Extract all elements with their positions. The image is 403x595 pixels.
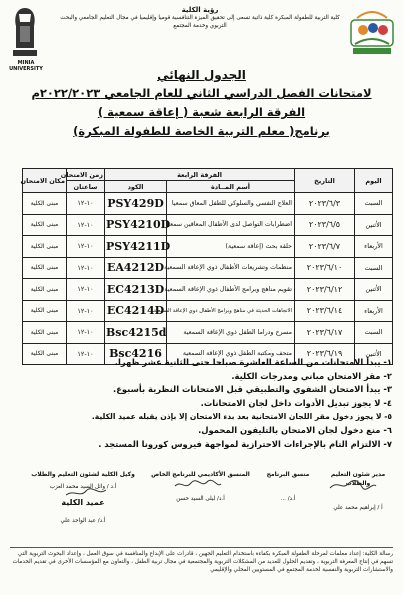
cell-place: مبنى الكلية	[23, 214, 67, 236]
signature-title: عميد الكلية	[61, 498, 105, 507]
cell-day: السبت	[355, 257, 393, 279]
signatures	[8, 470, 398, 526]
cell-subject: منظمات وتشريعات الأطفال ذوي الإعاقة السمعية	[167, 257, 295, 279]
note-item: ٣- يبدأ الامتحان الشفوي والتطبيقي قبل الامتحانات النظرية بأسبوع.	[113, 384, 392, 395]
cell-place: مبنى الكلية	[23, 257, 67, 279]
cell-day: السبت	[355, 322, 393, 344]
note-item: ٥- لا يجوز دخول مقر اللجان الامتحانية بعد بدء الامتحان إلا بإذن يقبله عميد الكلية.	[91, 412, 392, 422]
header-time: زمن الامتحان	[60, 170, 103, 179]
cell-time: ١٠-١٢	[67, 343, 105, 365]
note-item: ٢- مقر الامتحان مباني ومدرجات الكلية.	[231, 370, 392, 381]
signature-title: منسق البرنامج	[266, 471, 310, 478]
note-item: ١- يبدأ الامتحانات من الساعة العاشرة صباحا حتى الثانية عشر ظهرا.	[114, 357, 392, 367]
note-item: ٦- منع دخول لجان الامتحان بالتليفون المحمول.	[198, 424, 392, 435]
table-row	[23, 193, 393, 215]
exam-notes	[22, 356, 392, 451]
signature-dean	[38, 498, 128, 526]
cell-day: الأربعاء	[355, 300, 393, 322]
handwritten-signature-icon	[173, 478, 223, 492]
cell-day: الأربعاء	[355, 236, 393, 258]
signature-name: أ.د/ عبد الواحد علي	[60, 518, 106, 524]
cell-subject: متحف ومكتبة الطفل ذوي الإعاقة السمعية	[167, 343, 295, 365]
vision-title: رؤية الكلية	[181, 6, 219, 14]
table-row	[23, 236, 393, 258]
cell-date: ٢٠٢٣/٦/١٧	[295, 322, 355, 344]
cell-code: PSY4210D	[105, 214, 167, 236]
note-item: ٧- الالتزام التام بالإجراءات الاحترازية لمواجهة فيروس كورونا المستجد .	[98, 438, 392, 449]
cell-subject: مسرح ودراما الطفل ذوي الإعاقة السمعية	[167, 322, 295, 344]
college-mission-footer: رسالة الكلية: إعداد معلمات لمرحلة الطفولة المبكرة بكفاءة باستخدام التعليم الجهين ، قادرات على الإبداع والمنافسة في سوق العمل ، وإعداد البحوث التربوية التي تسهم في إنتاج المعرفة التربوية ، وتقديم الحلول للعديد من المشكلات التربوية والمجتمعية في مجال تربية الطفل ، والتعاون مع المؤسسات الأخرى في تقديم الخدمات والاستشارات التربوية والنفسية لخدمة المجتمع في المستويين المحلي والإقليمي	[12, 551, 393, 573]
table-row	[23, 300, 393, 322]
cell-time: ١٠-١٢	[67, 214, 105, 236]
cell-day: الأثنين	[355, 214, 393, 236]
doc-subtitle-program: برنامج( معلم التربية الخاصة للطفولة المبكرة)	[73, 124, 330, 138]
cell-date: ٢٠٢٣/٦/٣	[295, 193, 355, 215]
cell-place: مبنى الكلية	[23, 193, 67, 215]
cell-subject: حلقة بحث (إعاقة سمعية)	[167, 236, 295, 258]
header-place: مكان الامتحان	[23, 169, 67, 193]
cell-time: ١٠-١٢	[67, 322, 105, 344]
table-row	[23, 322, 393, 344]
cell-day: الأثنين	[355, 279, 393, 301]
doc-subtitle-term: لامتحانات الفصل الدراسي الثاني للعام الجامعي ٢٠٢٢/٢٠٢٣م	[31, 86, 372, 100]
doc-subtitle-level: الفرقة الرابعة شعبة ( إعاقة سمعية )	[97, 105, 306, 119]
cell-subject: العلاج النفسي والسلوكي للطفل المعاق سمعيا	[167, 193, 295, 215]
doc-title: الجدول النهائي	[157, 68, 246, 82]
cell-date: ٢٠٢٣/٦/١٢	[295, 279, 355, 301]
cell-place: مبنى الكلية	[23, 343, 67, 365]
cell-subject: الاتجاهات الحديثة في مناهج وبرامج الأطفال ذوي الإعاقة السمعية	[167, 300, 295, 322]
header-subject: أسم المــادة	[167, 181, 295, 193]
cell-code: PSY429D	[105, 193, 167, 215]
signature-title: مدير شئون التعليم والطلاب	[330, 471, 386, 487]
header-hours: ساعتان	[67, 181, 105, 193]
cell-date: ٢٠٢٣/٦/٥	[295, 214, 355, 236]
cell-time: ١٠-١٢	[67, 193, 105, 215]
header-date: التاريخ	[295, 169, 355, 193]
table-row	[23, 279, 393, 301]
cell-code: EC4213D	[105, 279, 167, 301]
cell-day: الأثنين	[355, 343, 393, 365]
cell-time: ١٠-١٢	[67, 300, 105, 322]
cell-place: مبنى الكلية	[23, 236, 67, 258]
university-caption: MINIA UNIVERSITY	[9, 60, 43, 72]
cell-subject: تقويم مناهج وبرامج الأطفال ذوي الإعاقة السمعية	[167, 279, 295, 301]
signature-name: أ.د / وائل السيد محمد العزب	[49, 484, 117, 490]
cell-code: PSY4211D	[105, 236, 167, 258]
handwritten-signature-icon	[64, 486, 108, 500]
cell-code: EA4212D	[105, 257, 167, 279]
cell-time: ١٠-١٢	[67, 257, 105, 279]
header-day: اليوم	[355, 169, 393, 193]
cell-code: Bsc4216	[105, 343, 167, 365]
handwritten-signature-icon	[328, 478, 378, 492]
header-code: الكود	[105, 181, 167, 193]
cell-day: السبت	[355, 193, 393, 215]
footer-divider	[10, 547, 393, 548]
title-block	[20, 66, 383, 141]
signature-title: وكيل الكلية لشئون التعليم والطلاب	[31, 471, 135, 478]
cell-subject: اضطرابات التواصل لدى الأطفال المعاقين سمعيا	[167, 214, 295, 236]
cell-code: EC4214D	[105, 300, 167, 322]
vision-text: كلية التربية للطفولة المبكرة كلية ذاتية تسعى إلى تحقيق الميزة التنافسية قوميا وإقليميا في مجال التعليم الجامعي والبحث التربوي وخدمة المجتمع	[60, 15, 340, 29]
signature-name: أ.د/ ...	[280, 496, 296, 502]
signature-program-coordinator	[258, 470, 318, 504]
table-row	[23, 214, 393, 236]
signature-name: أ / إبراهيم محمد علي	[333, 505, 383, 511]
cell-place: مبنى الكلية	[23, 279, 67, 301]
cell-time: ١٠-١٢	[67, 236, 105, 258]
cell-time: ١٠-١٢	[67, 279, 105, 301]
cell-date: ٢٠٢٣/٦/١٩	[295, 343, 355, 365]
letterhead	[0, 0, 403, 70]
cell-code: Bsc4215d	[105, 322, 167, 344]
cell-date: ٢٠٢٣/٦/١٤	[295, 300, 355, 322]
exam-schedule-table	[22, 168, 393, 365]
signature-title: المنسق الأكاديمي للبرنامج الخاص	[151, 471, 250, 478]
note-item: ٤- لا يجوز تبديل الأدوات داخل لجان الامتحانات.	[200, 397, 392, 408]
college-logo-icon	[347, 4, 397, 58]
signature-name: أ.د/ ليلى السيد حسن	[176, 496, 225, 502]
cell-date: ٢٠٢٣/٦/١٠	[295, 257, 355, 279]
table-row	[23, 257, 393, 279]
header-level: الفرقة الرابعة	[105, 169, 295, 181]
cell-place: مبنى الكلية	[23, 322, 67, 344]
cell-place: مبنى الكلية	[23, 300, 67, 322]
university-logo-icon	[8, 4, 42, 62]
cell-date: ٢٠٢٣/٦/٧	[295, 236, 355, 258]
